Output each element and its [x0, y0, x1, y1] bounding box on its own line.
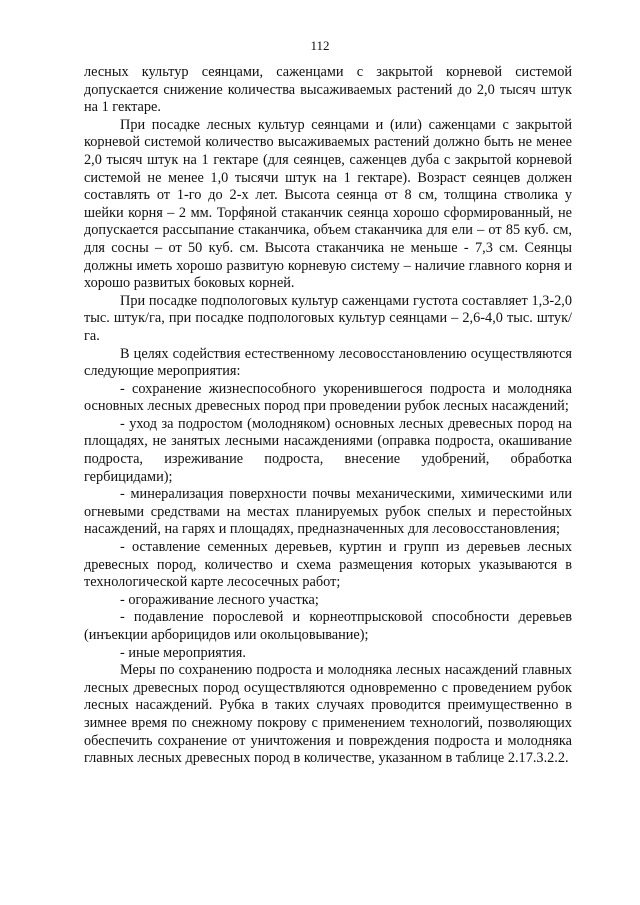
paragraph-underplanting-density: При посадке подпологовых культур саженцами густота составляет 1,3-2,0 тыс. штук/га, при посадке подпологовых культур сеянцами – 2,6-4,0 тыс. штук/га. — [84, 292, 572, 344]
list-item-fencing: - огораживание лесного участка; — [120, 591, 319, 608]
list-item-sprout-suppression: - подавление порослевой и корнеотпрысковой способности деревьев (инъекции арборицидов или окольцовывание); — [84, 609, 572, 643]
body-text — [84, 64, 572, 768]
list-item-seed-trees: - оставление семенных деревьев, куртин и групп из деревьев лесных древесных пород, количество и схема размещения которых указываются в технологической карте лесосечных работ; — [84, 539, 572, 591]
paragraph-preservation-measures: Меры по сохранению подроста и молодняка лесных насаждений главных лесных древесных пород осуществляются одновременно с проведением рубок лесных насаждений. Рубка в таких случаях проводится преимущественно в зимнее время по снежному покрову с применением технологий, позволяющих обеспечить сохранение от уничтожения и повреждения подроста и молодняка главных лесных древесных пород в количестве, указанном в таблице 2.17.3.2.2. — [84, 662, 572, 767]
list-item-preserve-undergrowth: - сохранение жизнеспособного укоренившегося подроста и молодняка основных лесных древесных пород при проведении рубок лесных насаждений; — [84, 380, 572, 415]
paragraph-continuation: лесных культур сеянцами, саженцами с закрытой корневой системой допускается снижение количества высаживаемых растений до 2,0 тысяч штук на 1 гектаре. — [84, 64, 572, 116]
page-number: 112 — [310, 38, 330, 53]
list-item-undergrowth-care: - уход за подростом (молодняком) основных лесных древесных пород на площадях, не занятых лесными насаждениями (оправка подроста, окашивание подроста, изреживание подроста, внесение удобрений, обработка гербицидами); — [84, 415, 572, 485]
list-item-other-measures: - иные мероприятия. — [120, 644, 246, 661]
list-item-soil-mineralization: - минерализация поверхности почвы механическими, химическими или огневыми средствами на местах планируемых рубок спелых и перестойных насаждений, на гарях и площадях, предназначенных для лесовосстановления; — [84, 486, 572, 538]
paragraph-seedling-planting: При посадке лесных культур сеянцами и (или) саженцами с закрытой корневой системой количество высаживаемых растений должно быть не менее 2,0 тысяч штук на 1 гектаре (для сеянцев, саженцев дуба с закрытой корневой системой не менее 1,0 тысячи штук на 1 гектаре). Возраст сеянцев должен составлять от 1-го до 2-х лет. Высота сеянца от 8 см, толщина стволика у шейки корня – 2 мм. Торфяной стаканчик сеянца хорошо сформированный, не допускается рассыпание стаканчика, объем стаканчика для ели – от 85 куб. см, для сосны – от 50 куб. см. Высота стаканчика не меньше - 7,3 см. Сеянцы должны иметь хорошо развитую корневую систему – наличие главного корня и хорошо развитых боковых корней. — [84, 116, 572, 292]
paragraph-natural-regeneration-intro: В целях содействия естественному лесовосстановлению осуществляются следующие мероприятия: — [84, 345, 572, 380]
